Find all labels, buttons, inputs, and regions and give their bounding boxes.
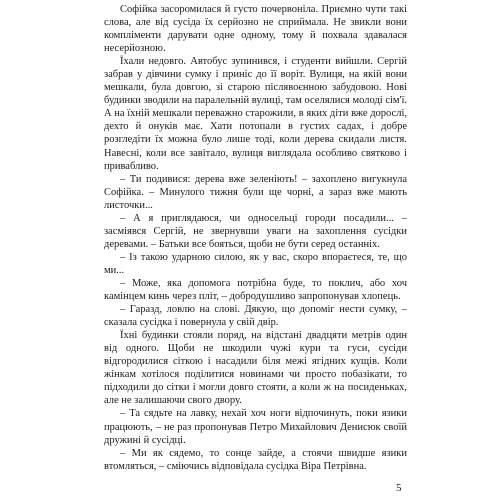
text-line: – Гаразд, ловлю на слові. Дякую, що допоміг нести	[120, 304, 365, 316]
text-line: Хати потопали в густих садах, і добре розгледіти їх можна	[104, 121, 408, 146]
paragraph	[104, 212, 407, 251]
text-line: на якій вони мешкали, була довгою, зі старою післявоєнною	[104, 69, 407, 94]
text-line: було лише тоді, коли дерева скидали листя. Навесні, коли	[104, 134, 407, 159]
paragraph	[104, 173, 407, 212]
text-line: Їхні будинки стояли поряд, на відстані двадцяти метрів	[120, 330, 381, 342]
text-line: – Ми як сядемо, то сонце зайде, а стоячи швидше язики	[120, 447, 407, 459]
text-line: – Із такою ударною силою, як у вас, скоро впораєтеся,	[120, 251, 378, 263]
paragraph	[104, 447, 407, 473]
text-line: язики працюють, – не раз пропонував Петро Михайлович	[104, 408, 408, 433]
text-line: там оселялися молоді сім'ї. А на їхній мешкали переважно	[104, 95, 408, 120]
text-line: Денисюк своїй дружині й сусідці.	[104, 421, 407, 446]
paragraph	[104, 407, 407, 446]
text-line: вигукнула Софійка. – Минулого тижня були ще чорні, а	[104, 173, 407, 198]
text-line: зараз вже мають листочки...	[104, 186, 407, 211]
text-line: засміявся Сергій, не звернувши уваги на захоплення сусідки	[104, 225, 407, 237]
page-text	[104, 3, 407, 473]
text-line: – Та сядьте на лавку, нехай хоч ноги відпочинуть, поки	[120, 408, 378, 420]
text-line: Їхали недовго. Автобус зупинився, і студенти вийшли.	[120, 56, 373, 68]
paragraph	[104, 3, 407, 55]
text-line: такі слова, але від сусіда їх серйозно не сприймала. Не звикли	[104, 4, 408, 29]
paragraph	[104, 277, 407, 303]
text-line: кущів. Коли жінкам хотілося поділитися новинами чи просто	[104, 356, 407, 381]
text-line: вони компліменти дарувати одне одному, тому й похвала	[104, 17, 407, 42]
text-line: камінцем кинь через пліт, – добродушливо запропонував	[104, 291, 359, 303]
text-line: привабливо.	[104, 160, 159, 172]
text-line: старожили, в яких діти вже дорослі, дехто й онуків має.	[104, 108, 407, 133]
text-line: те, що ми...	[104, 251, 407, 276]
paragraph	[104, 55, 407, 172]
text-line: – А я приглядаюся, чи односельці городи посадили... –	[120, 212, 407, 224]
text-line: один від одного. Щоби не шкодили чужі кури та гуси,	[104, 330, 408, 355]
text-line: – Може, яка допомога потрібна буде, то поклич, або хоч	[120, 277, 407, 289]
paragraph	[104, 329, 407, 407]
text-line: побазікати, то підходили до сітки і могли довго стояти,	[104, 369, 408, 394]
paragraph	[104, 303, 407, 329]
text-line: Софійка засоромилася й густо почервоніла. Приємно чути	[120, 4, 387, 15]
text-line: сумку, – сказала сусідка і повернула у свій двір.	[104, 304, 408, 329]
paragraph	[104, 251, 407, 277]
page-number: 5	[396, 482, 402, 494]
text-line: хлопець.	[361, 291, 401, 303]
text-line: Сергій забрав у дівчини сумку і приніс до її воріт. Вулиця,	[104, 56, 408, 81]
text-line: деревами. – Батьки все бояться, щоби не бути серед останніх.	[104, 238, 380, 250]
text-line: сусіди відгородилися сіткою і насадили біля межі ягідних	[104, 343, 408, 368]
text-line: забудовою. Нові будинки зводили на паралельній вулиці,	[104, 82, 408, 107]
text-line: здавалася несерйозною.	[104, 30, 408, 55]
text-line: все завіталo, вулиця виглядала особливо святково і	[170, 147, 408, 159]
text-line: – Ти подивися: дерева вже зеленіють! – захоплено	[120, 173, 357, 185]
text-line: а коли ж на посиденьках, але не залишаючи свого двору.	[104, 382, 407, 407]
text-line: втомляться, – сміючись відповідала сусідка Віра Петрівна.	[104, 460, 367, 472]
